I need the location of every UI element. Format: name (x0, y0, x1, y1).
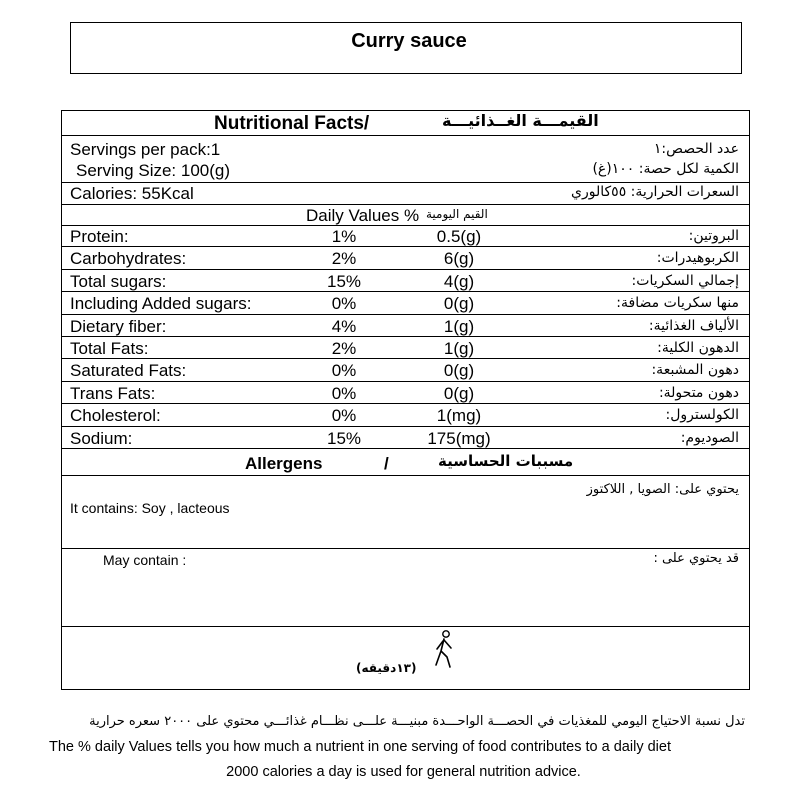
serving-size: Serving Size: 100(g) (76, 161, 231, 180)
nutrient-amount: 1(g) (443, 339, 475, 358)
nutrient-name-ar: إجمالي السكريات: (631, 272, 739, 289)
divider (62, 626, 749, 627)
divider (62, 475, 749, 476)
footnote-ar: تدل نسبة الاحتياج اليومي للمغذيات في الحصـــة الواحـــدة مبنيـــة علـــى نظـــام غذائـــي محتوي على ٢٠٠٠ سعره حرارية (89, 714, 745, 729)
nutrient-amount: 175(mg) (427, 428, 491, 448)
nutrient-amount: 0(g) (443, 383, 475, 403)
serving-size-ar: الكمية لكل حصة: ١٠٠(غ) (592, 161, 739, 177)
calories-ar: السعرات الحرارية: ٥٥كالوري (571, 184, 739, 200)
servings-per-pack: Servings per pack:1 (70, 140, 221, 159)
nutrition-panel (61, 110, 750, 690)
nutrient-row (62, 337, 749, 359)
nutrient-name-ar: الكولسترول: (665, 407, 739, 424)
nutrient-percent: 0% (331, 406, 357, 426)
divider (62, 204, 749, 205)
nutrient-amount: 6(g) (443, 249, 475, 269)
daily-values-label: Daily Values % (306, 206, 420, 225)
nutrient-percent: 4% (331, 316, 357, 336)
nutrient-percent: 15% (326, 271, 362, 291)
nutrient-name: Protein: (70, 227, 129, 246)
nutrient-name-ar: الدهون الكلية: (657, 340, 739, 356)
contains-ar: يحتوي على: الصويا , اللاكتوز (586, 482, 739, 497)
nutrient-amount: 1(g) (443, 316, 475, 336)
divider (62, 135, 749, 136)
nutrition-facts-heading-ar: القيمـــة الغــذائيـــة (442, 111, 599, 130)
nutrient-name: Dietary fiber: (70, 316, 167, 336)
may-contain-text: May contain : (103, 552, 187, 568)
nutrient-percent: 2% (331, 249, 357, 269)
nutrient-row (62, 404, 749, 426)
nutrient-name-ar: دهون المشبعة: (651, 362, 739, 379)
calories: Calories: 55Kcal (70, 184, 194, 203)
nutrient-name-ar: البروتين: (688, 228, 739, 244)
nutrient-row (62, 315, 749, 337)
nutrition-facts-heading: Nutritional Facts/ (214, 113, 370, 134)
nutrient-amount: 0(g) (443, 294, 475, 314)
nutrient-name: Total sugars: (70, 271, 167, 291)
contains-text: It contains: Soy , lacteous (70, 500, 230, 516)
nutrient-row (62, 359, 749, 381)
product-title: Curry sauce (351, 29, 467, 52)
nutrient-name: Carbohydrates: (70, 249, 187, 269)
nutrient-row (62, 270, 749, 292)
nutrient-row (62, 427, 749, 449)
nutrient-row (62, 292, 749, 314)
footnote-line-2: 2000 calories a day is used for general nutrition advice. (226, 764, 581, 780)
activity-duration: (١٣دقيقه) (356, 661, 417, 675)
nutrient-percent: 1% (331, 227, 357, 246)
nutrient-name-ar: الألياف الغذائية: (648, 317, 739, 334)
nutrient-percent: 0% (331, 383, 357, 403)
daily-values-label-ar: القيم اليومية (426, 207, 488, 221)
footnote-line-1: The % daily Values tells you how much a nutrient in one serving of food contributes to a daily diet (49, 739, 671, 755)
nutrient-percent: 2% (331, 339, 357, 358)
nutrient-name-ar: منها سكريات مضافة: (616, 295, 739, 312)
nutrient-name-ar: الصوديوم: (680, 429, 739, 446)
allergens-heading: Allergens (245, 454, 323, 473)
nutrient-row (62, 247, 749, 269)
nutrient-percent: 0% (331, 361, 357, 381)
nutrient-amount: 1(mg) (436, 406, 482, 426)
nutrient-percent: 15% (326, 428, 362, 448)
nutrient-name: Cholesterol: (70, 406, 161, 426)
product-title-box (70, 22, 742, 74)
allergens-slash: / (384, 454, 389, 473)
allergens-heading-ar: مسببات الحساسية (438, 452, 574, 470)
nutrient-name: Sodium: (70, 428, 133, 448)
servings-per-pack-ar: عدد الحصص:١ (653, 141, 739, 157)
nutrient-amount: 4(g) (443, 271, 475, 291)
nutrient-name: Including Added sugars: (70, 294, 252, 314)
nutrient-name: Trans Fats: (70, 383, 156, 403)
nutrient-amount: 0(g) (443, 361, 475, 381)
divider (62, 182, 749, 183)
nutrient-name-ar: دهون متحولة: (658, 384, 739, 401)
nutrient-name: Total Fats: (70, 339, 149, 358)
divider (62, 548, 749, 549)
walking-person-icon (430, 629, 458, 669)
nutrient-name-ar: الكربوهيدرات: (656, 250, 739, 267)
nutrient-name: Saturated Fats: (70, 361, 187, 381)
nutrient-percent: 0% (331, 294, 357, 314)
may-contain-ar: قد يحتوي على : (653, 551, 739, 566)
nutrient-row (62, 382, 749, 404)
nutrient-row (62, 225, 749, 247)
nutrient-amount: 0.5(g) (436, 227, 482, 246)
